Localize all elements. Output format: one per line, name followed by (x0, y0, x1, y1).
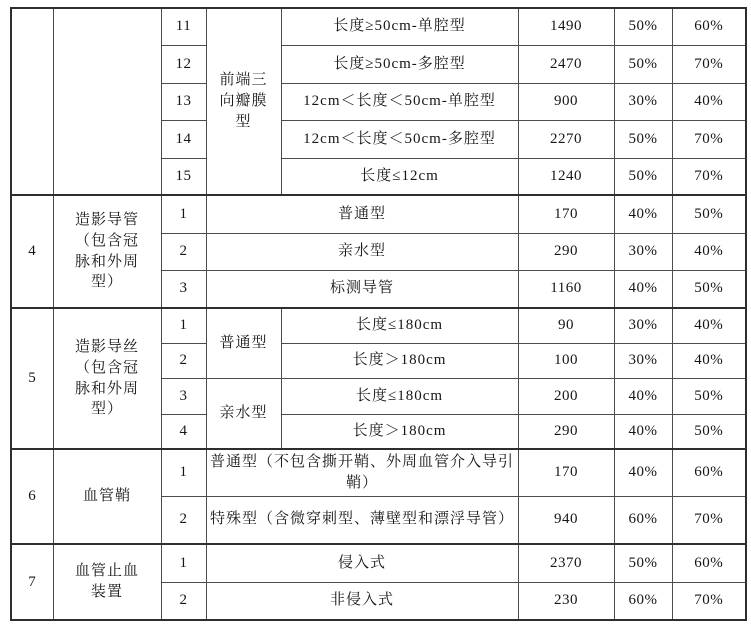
item-number-cell: 12 (161, 45, 206, 83)
pct-a-cell: 40% (614, 195, 672, 233)
pct-a-cell: 50% (614, 120, 672, 158)
price-cell: 90 (518, 308, 614, 343)
fee-schedule-table (10, 7, 747, 621)
item-number-cell: 2 (161, 343, 206, 378)
pct-a-cell: 40% (614, 414, 672, 449)
price-cell: 1160 (518, 270, 614, 308)
price-cell: 290 (518, 414, 614, 449)
spec-cell: 普通型（不包含撕开鞘、外周血管介入导引鞘） (206, 449, 518, 496)
spec-cell: 非侵入式 (206, 582, 518, 620)
pct-a-cell: 50% (614, 8, 672, 45)
pct-b-cell: 50% (672, 414, 746, 449)
spec-cell: 标测导管 (206, 270, 518, 308)
price-cell: 1490 (518, 8, 614, 45)
spec-cell: 普通型 (206, 195, 518, 233)
spec-cell: 12cm＜长度＜50cm-多腔型 (281, 120, 518, 158)
item-number-cell: 4 (161, 414, 206, 449)
price-cell: 200 (518, 378, 614, 414)
category-cell: 造影导丝（包含冠脉和外周型） (53, 308, 161, 449)
price-cell: 230 (518, 582, 614, 620)
item-number-cell: 2 (161, 233, 206, 270)
spec-cell: 长度＞180cm (281, 414, 518, 449)
price-cell: 2370 (518, 544, 614, 582)
pct-a-cell: 30% (614, 308, 672, 343)
category-cell: 血管止血装置 (53, 544, 161, 620)
pct-a-cell: 50% (614, 45, 672, 83)
table-body (11, 8, 746, 620)
pct-b-cell: 70% (672, 158, 746, 195)
pct-a-cell: 50% (614, 158, 672, 195)
item-number-cell: 1 (161, 544, 206, 582)
price-cell: 290 (518, 233, 614, 270)
category-cell: 血管鞘 (53, 449, 161, 544)
item-number-cell: 13 (161, 83, 206, 120)
pct-a-cell: 40% (614, 449, 672, 496)
price-cell: 2270 (518, 120, 614, 158)
item-number-cell: 15 (161, 158, 206, 195)
price-cell: 170 (518, 449, 614, 496)
pct-a-cell: 30% (614, 83, 672, 120)
pct-b-cell: 50% (672, 378, 746, 414)
pct-b-cell: 40% (672, 343, 746, 378)
pct-b-cell: 70% (672, 496, 746, 544)
table-row (11, 544, 746, 582)
type-cell: 普通型 (206, 308, 281, 378)
item-number-cell: 2 (161, 496, 206, 544)
pct-b-cell: 70% (672, 45, 746, 83)
seq-cell: 7 (11, 544, 53, 620)
table-row (11, 449, 746, 496)
price-cell: 170 (518, 195, 614, 233)
pct-b-cell: 50% (672, 270, 746, 308)
pct-b-cell: 60% (672, 8, 746, 45)
seq-cell: 5 (11, 308, 53, 449)
type-cell: 亲水型 (206, 378, 281, 449)
table-row (11, 308, 746, 343)
pct-a-cell: 60% (614, 582, 672, 620)
spec-cell: 特殊型（含微穿刺型、薄壁型和漂浮导管） (206, 496, 518, 544)
category-cell (53, 8, 161, 195)
item-number-cell: 3 (161, 270, 206, 308)
table-row (11, 195, 746, 233)
pct-b-cell: 70% (672, 582, 746, 620)
seq-cell (11, 8, 53, 195)
item-number-cell: 1 (161, 449, 206, 496)
pct-a-cell: 30% (614, 343, 672, 378)
item-number-cell: 3 (161, 378, 206, 414)
pct-a-cell: 50% (614, 544, 672, 582)
spec-cell: 侵入式 (206, 544, 518, 582)
pct-a-cell: 30% (614, 233, 672, 270)
pct-b-cell: 50% (672, 195, 746, 233)
item-number-cell: 1 (161, 195, 206, 233)
price-cell: 100 (518, 343, 614, 378)
item-number-cell: 14 (161, 120, 206, 158)
table-row (11, 8, 746, 45)
spec-cell: 亲水型 (206, 233, 518, 270)
price-cell: 900 (518, 83, 614, 120)
pct-b-cell: 60% (672, 544, 746, 582)
seq-cell: 4 (11, 195, 53, 308)
spec-cell: 长度≥50cm-单腔型 (281, 8, 518, 45)
item-number-cell: 1 (161, 308, 206, 343)
pct-b-cell: 40% (672, 233, 746, 270)
spec-cell: 12cm＜长度＜50cm-单腔型 (281, 83, 518, 120)
spec-cell: 长度＞180cm (281, 343, 518, 378)
spec-cell: 长度≤180cm (281, 308, 518, 343)
pct-b-cell: 70% (672, 120, 746, 158)
pct-b-cell: 40% (672, 308, 746, 343)
type-cell: 前端三向瓣膜型 (206, 8, 281, 195)
item-number-cell: 11 (161, 8, 206, 45)
item-number-cell: 2 (161, 582, 206, 620)
category-cell: 造影导管（包含冠脉和外周型） (53, 195, 161, 308)
spec-cell: 长度≥50cm-多腔型 (281, 45, 518, 83)
pct-b-cell: 60% (672, 449, 746, 496)
price-cell: 1240 (518, 158, 614, 195)
spec-cell: 长度≤12cm (281, 158, 518, 195)
pct-a-cell: 60% (614, 496, 672, 544)
spec-cell: 长度≤180cm (281, 378, 518, 414)
price-cell: 940 (518, 496, 614, 544)
pct-a-cell: 40% (614, 378, 672, 414)
seq-cell: 6 (11, 449, 53, 544)
pct-b-cell: 40% (672, 83, 746, 120)
pct-a-cell: 40% (614, 270, 672, 308)
price-cell: 2470 (518, 45, 614, 83)
